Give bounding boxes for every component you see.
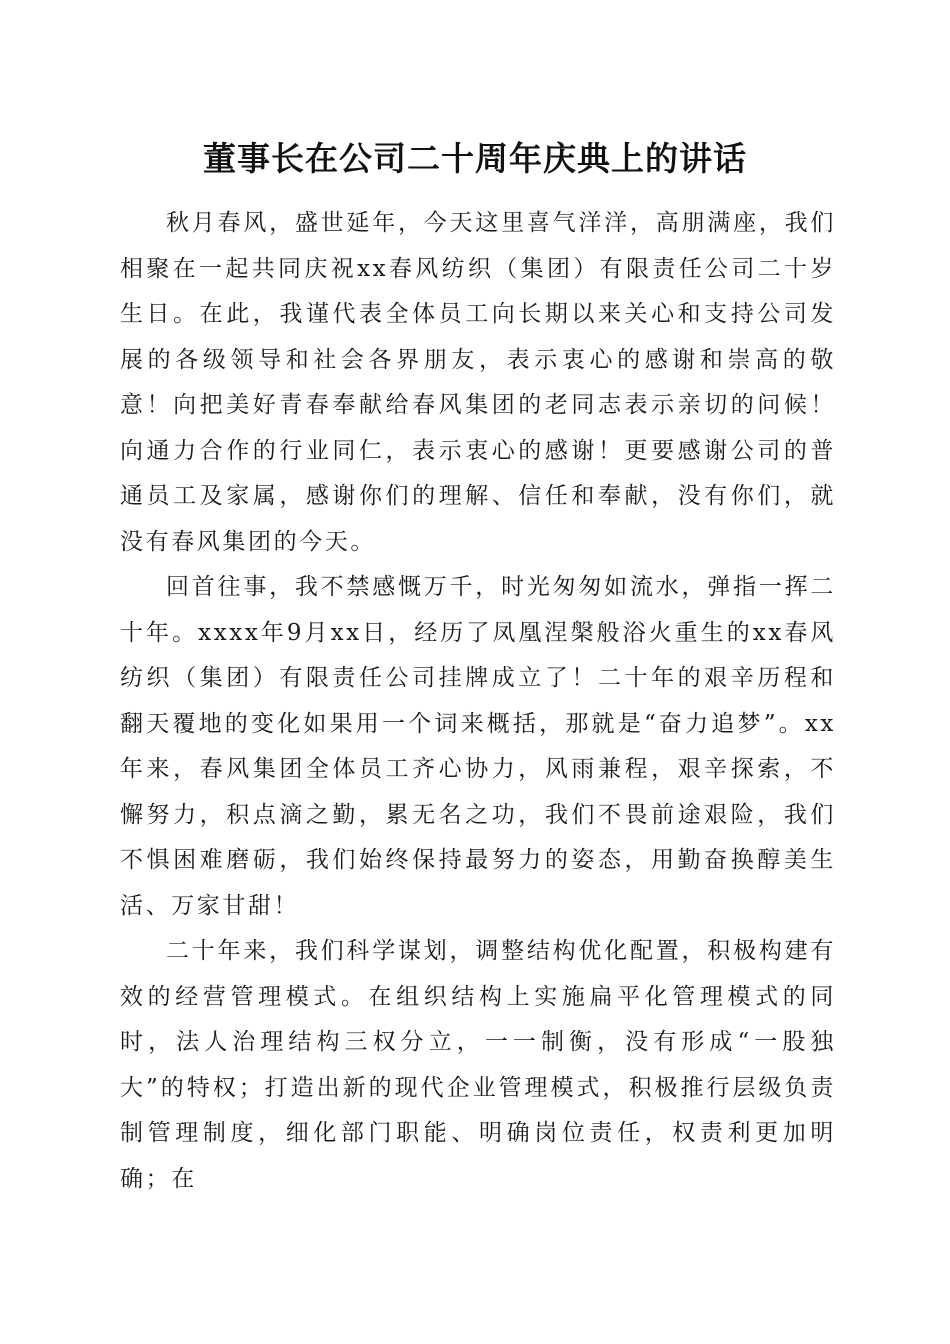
document-body: [120, 201, 836, 1202]
paragraph-2: 回首往事，我不禁感慨万千，时光匆匆如流水，弹指一挥二十年。xxxx年9月xx日，经历了凤凰涅槃般浴火重生的xx春风纺织（集团）有限责任公司挂牌成立了！二十年的艰辛历程和翻天覆地的变化如果用一个词来概括，那就是“奋力追梦”。xx年来，春风集团全体员工齐心协力，风雨兼程，艰辛探索，不懈努力，积点滴之勤，累无名之功，我们不畏前途艰险，我们不惧困难磨砺，我们始终保持最努力的姿态，用勤奋换醇美生活、万家甘甜！: [120, 574, 836, 919]
paragraph-1: 秋月春风，盛世延年，今天这里喜气洋洋，高朋满座，我们相聚在一起共同庆祝xx春风纺织（集团）有限责任公司二十岁生日。在此，我谨代表全体员工向长期以来关心和支持公司发展的各级领导和社会各界朋友，表示衷心的感谢和崇高的敬意！向把美好青春奉献给春风集团的老同志表示亲切的问候！向通力合作的行业同仁，表示衷心的感谢！更要感谢公司的普通员工及家属，感谢你们的理解、信任和奉献，没有你们，就没有春风集团的今天。: [120, 210, 836, 555]
paragraph-3: 二十年来，我们科学谋划，调整结构优化配置，积极构建有效的经营管理模式。在组织结构上实施扁平化管理模式的同时，法人治理结构三权分立，一一制衡，没有形成“一股独大”的特权；打造出新的现代企业管理模式，积极推行层级负责制管理制度，细化部门职能、明确岗位责任，权责利更加明确；在: [120, 938, 836, 1192]
document-title: 董事长在公司二十周年庆典上的讲话: [203, 139, 747, 178]
